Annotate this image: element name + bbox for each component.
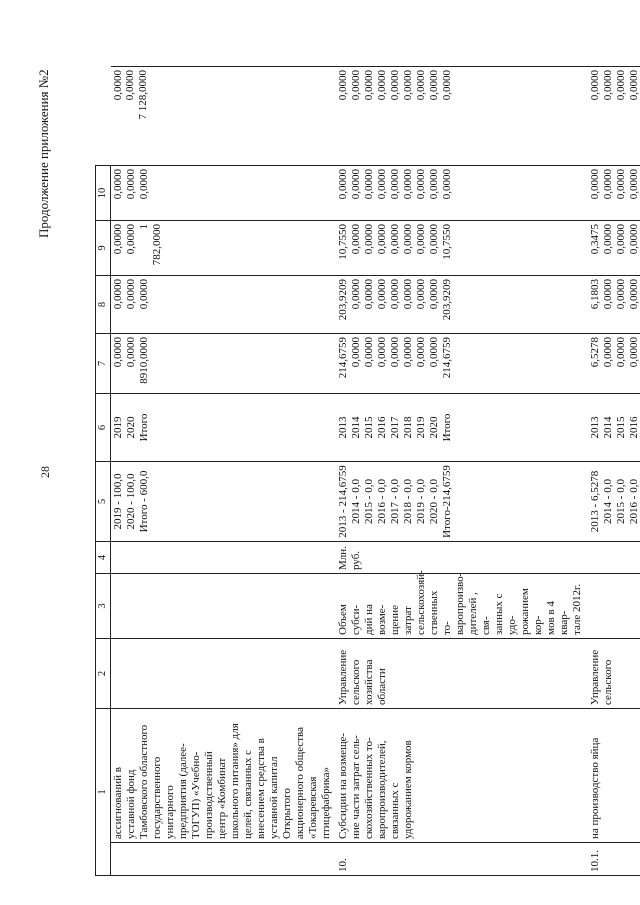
funding-other: 0,0000 0,0000 0,0000 0,0000	[585, 67, 640, 166]
funding-total: 6,5278 0,0000 0,0000 0,0000	[585, 334, 640, 394]
funding-other: 0,0000 0,0000 0,0000 0,0000 0,0000 0,0000 0,0000 0,0000 0,0000	[333, 67, 584, 166]
column-number-row	[96, 67, 111, 876]
table-row	[111, 67, 334, 876]
executor	[111, 639, 334, 709]
table-row	[333, 67, 584, 876]
column-header: 1	[96, 709, 111, 876]
funding-total: 0,0000 0,0000 8910,0000	[111, 334, 334, 394]
funding-other: 0,0000 0,0000 7 128,0000	[111, 67, 334, 166]
measure-name: ассигнований в уставной фонд Тамбовского областного государственного унитарного предприятия (далее- ТОГУП) «Учебно- производственный центр «Комбинат школьного питания» для целей, связанных с внесением средства в уставной капитал Открытого акционерного общества «Токаревская птицефабрика»	[111, 709, 334, 843]
unit	[585, 542, 640, 574]
funding-federal: 203,9209 0,0000 0,0000 0,0000 0,0000 0,0000 0,0000 0,0000 203,9209	[333, 276, 584, 334]
row-number	[111, 843, 334, 876]
rotated-sheet	[95, 66, 640, 876]
column-header: 9	[96, 221, 111, 276]
indicator	[111, 574, 334, 639]
measure-name: Субсидии на возмеще- ние части затрат сель- скохозяйственных то- варопроизводителей, связанных с удорожанием кормов	[333, 709, 584, 843]
column-header: 8	[96, 276, 111, 334]
year-list: 2013 2014 2015 2016	[585, 394, 640, 462]
unit: Млн. руб.	[333, 542, 584, 574]
row-number: 10.1.	[585, 843, 640, 876]
indicator	[585, 574, 640, 639]
column-header: 2	[96, 639, 111, 709]
column-header: 4	[96, 542, 111, 574]
indicator: Объем субси- дий на возме- щение затрат сельскохозяй- ственных то- варопроизво- дителей , свя- занных с удо- рожанием кор- мов в 4 квар- тале 2012г.	[333, 574, 584, 639]
funding-regional: 0,3475 0,0000 0,0000 0,0000	[585, 221, 640, 276]
funding-regional: 10,7550 0,0000 0,0000 0,0000 0,0000 0,0000 0,0000 0,0000 10,7550	[333, 221, 584, 276]
indicator-values-by-year: 2013 - 214,6759 2014 - 0,0 2015 - 0,0 2016 - 0,0 2017 - 0,0 2018 - 0,0 2019 - 0,0 2020 - 0,0 Итого-214,6759	[333, 462, 584, 542]
funding-federal: 0,0000 0,0000 0,0000	[111, 276, 334, 334]
indicator-values-by-year: 2019 - 100,0 2020 - 100,0 Итого - 600,0	[111, 462, 334, 542]
column-header: 10	[96, 166, 111, 221]
column-header: 3	[96, 574, 111, 639]
indicator-values-by-year: 2013 - 6,5278 2014 - 0,0 2015 - 0,0 2016 - 0,0	[585, 462, 640, 542]
funding-regional: 0,0000 0,0000 1 782,0000	[111, 221, 334, 276]
funding-total: 214,6759 0,0000 0,0000 0,0000 0,0000 0,0000 0,0000 0,0000 214,6759	[333, 334, 584, 394]
column-header: 5	[96, 462, 111, 542]
unit	[111, 542, 334, 574]
column-header: 6	[96, 394, 111, 462]
measure-name: на производство яйца	[585, 709, 640, 843]
table-row	[585, 67, 640, 876]
column-header: 7	[96, 334, 111, 394]
funding-federal: 6,1803 0,0000 0,0000 0,0000	[585, 276, 640, 334]
year-list: 2019 2020 Итого	[111, 394, 334, 462]
funding-local: 0,0000 0,0000 0,0000 0,0000	[585, 166, 640, 221]
program-table	[95, 66, 640, 876]
executor: Управление сельского	[585, 639, 640, 709]
appendix-continuation-note: Продолжение приложения №2	[36, 69, 51, 238]
executor: Управление сельского хозяйства области	[333, 639, 584, 709]
row-number: 10.	[333, 843, 584, 876]
page-number: 28	[38, 466, 52, 478]
year-list: 2013 2014 2015 2016 2017 2018 2019 2020 Итого	[333, 394, 584, 462]
funding-local: 0,0000 0,0000 0,0000 0,0000 0,0000 0,0000 0,0000 0,0000 0,0000	[333, 166, 584, 221]
funding-local: 0,0000 0,0000 0,0000	[111, 166, 334, 221]
